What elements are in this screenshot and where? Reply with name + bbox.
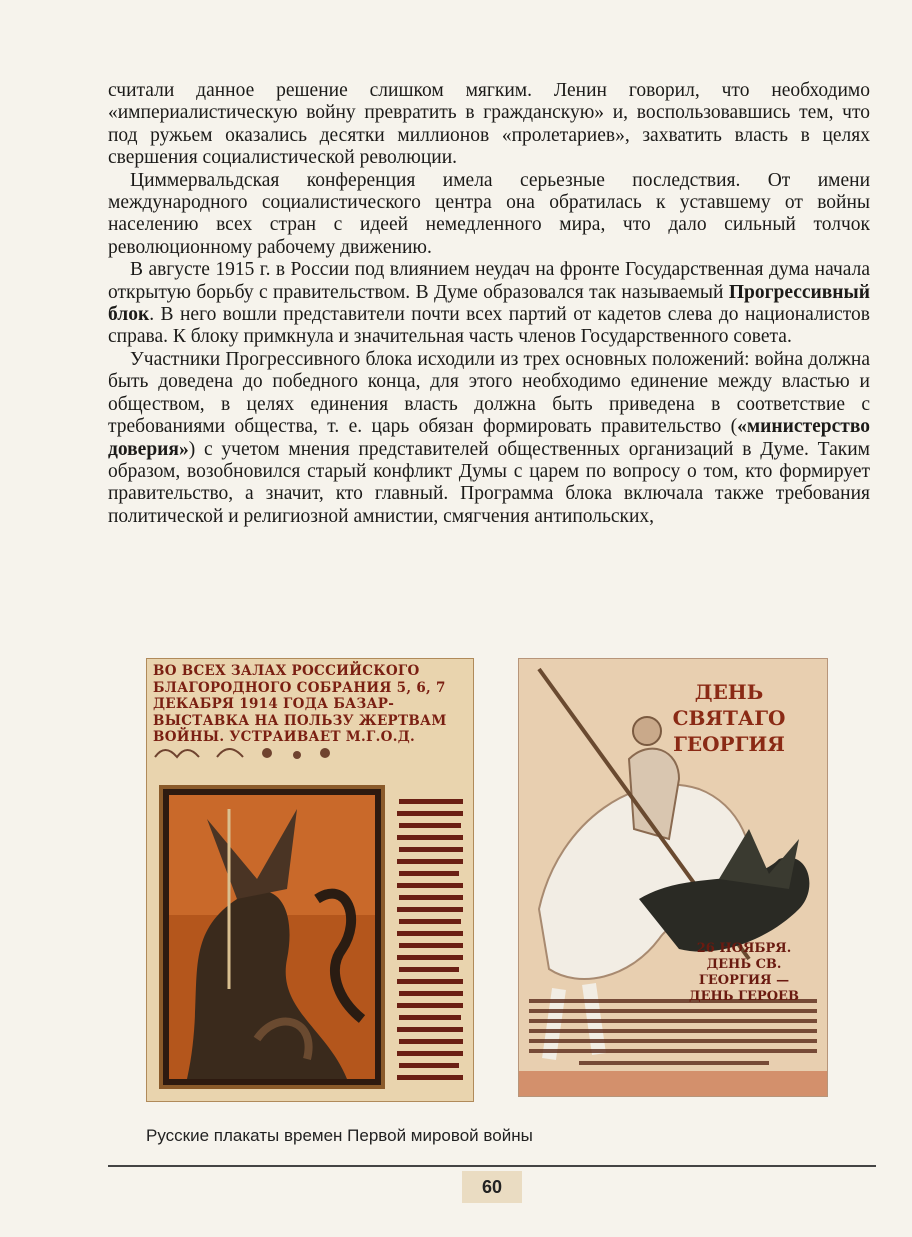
body-text (108, 80, 870, 528)
paragraph-4-after: ) с учетом мнения представителей общественных организаций в Думе. Таким образом, возобновился старый конфликт Думы с царем по вопросу о том, кто формирует правительство, а значит, кто главный. Программа блока включала также требования политической и религиозной амнистии, смягчения антипольских, (108, 438, 870, 527)
paragraph-4-before: Участники Прогрессивного блока исходили из трех основных положений: война должна быть доведена до победного конца, для этого необходимо единение между властью и обществом, в целях единения власть должна быть приведена в соответствие с требованиями общества, т. е. царь обязан формировать правительство ( (108, 348, 870, 438)
figure-caption: Русские плакаты времен Первой мировой войны (146, 1126, 533, 1145)
paragraph-1-text: считали данное решение слишком мягким. Ленин говорил, что необходимо «империалистическую войну превратить в гражданскую» и, воспользовавшись тем, что под ружьем оказались десятки миллионов «пролетариев», захватить власть в целях свершения социалистической революции. (108, 80, 870, 169)
page-number: 60 (462, 1171, 522, 1203)
poster-left-title: ВО ВСЕХ ЗАЛАХ РОССИЙСКОГО БЛАГОРОДНОГО СОБРАНИЯ 5, 6, 7 ДЕКАБРЯ 1914 ГОДА БАЗАР-ВЫСТАВКА НА ПОЛЬЗУ ЖЕРТВАМ ВОЙНЫ. УСТРАИВАЕТ М.Г.О.Д. (153, 663, 447, 745)
paragraph-3-before: В августе 1915 г. в России под влиянием неудач на фронте Государственная дума начала открытую борьбу с правительством. В Думе образовался так называемый (108, 259, 870, 303)
poster-st-george-day (518, 658, 828, 1097)
term-ministry-of-trust: «министерство доверия» (108, 416, 870, 460)
poster-left-illustration (147, 659, 473, 1101)
poster-right-title: ДЕНЬ СВЯТАГО ГЕОРГИЯ (672, 680, 786, 756)
paragraph-1 (108, 80, 870, 170)
paragraph-3-after: . В него вошли представители почти всех партий от кадетов слева до националистов справа. К блоку примкнула и значительная часть членов Государственного совета. (108, 304, 870, 348)
paragraph-4 (108, 349, 870, 528)
paragraph-3 (108, 259, 870, 349)
poster-charity-bazaar (146, 658, 474, 1102)
paragraph-2-text: Циммервальдская конференция имела серьезные последствия. От имени международного социалистического центра она обратилась к уставшему от войны населению всех стран с идеей немедленного мира, что дало сильный толчок революционному рабочему движению. (108, 169, 870, 258)
term-progressive-bloc: Прогрессивный блок (108, 281, 870, 326)
poster-right-date: 26 НОЯБРЯ. ДЕНЬ СВ. ГЕОРГИЯ — ДЕНЬ ГЕРОЕВ (689, 941, 799, 1004)
footer-rule (108, 1165, 876, 1167)
paragraph-2 (108, 170, 870, 260)
